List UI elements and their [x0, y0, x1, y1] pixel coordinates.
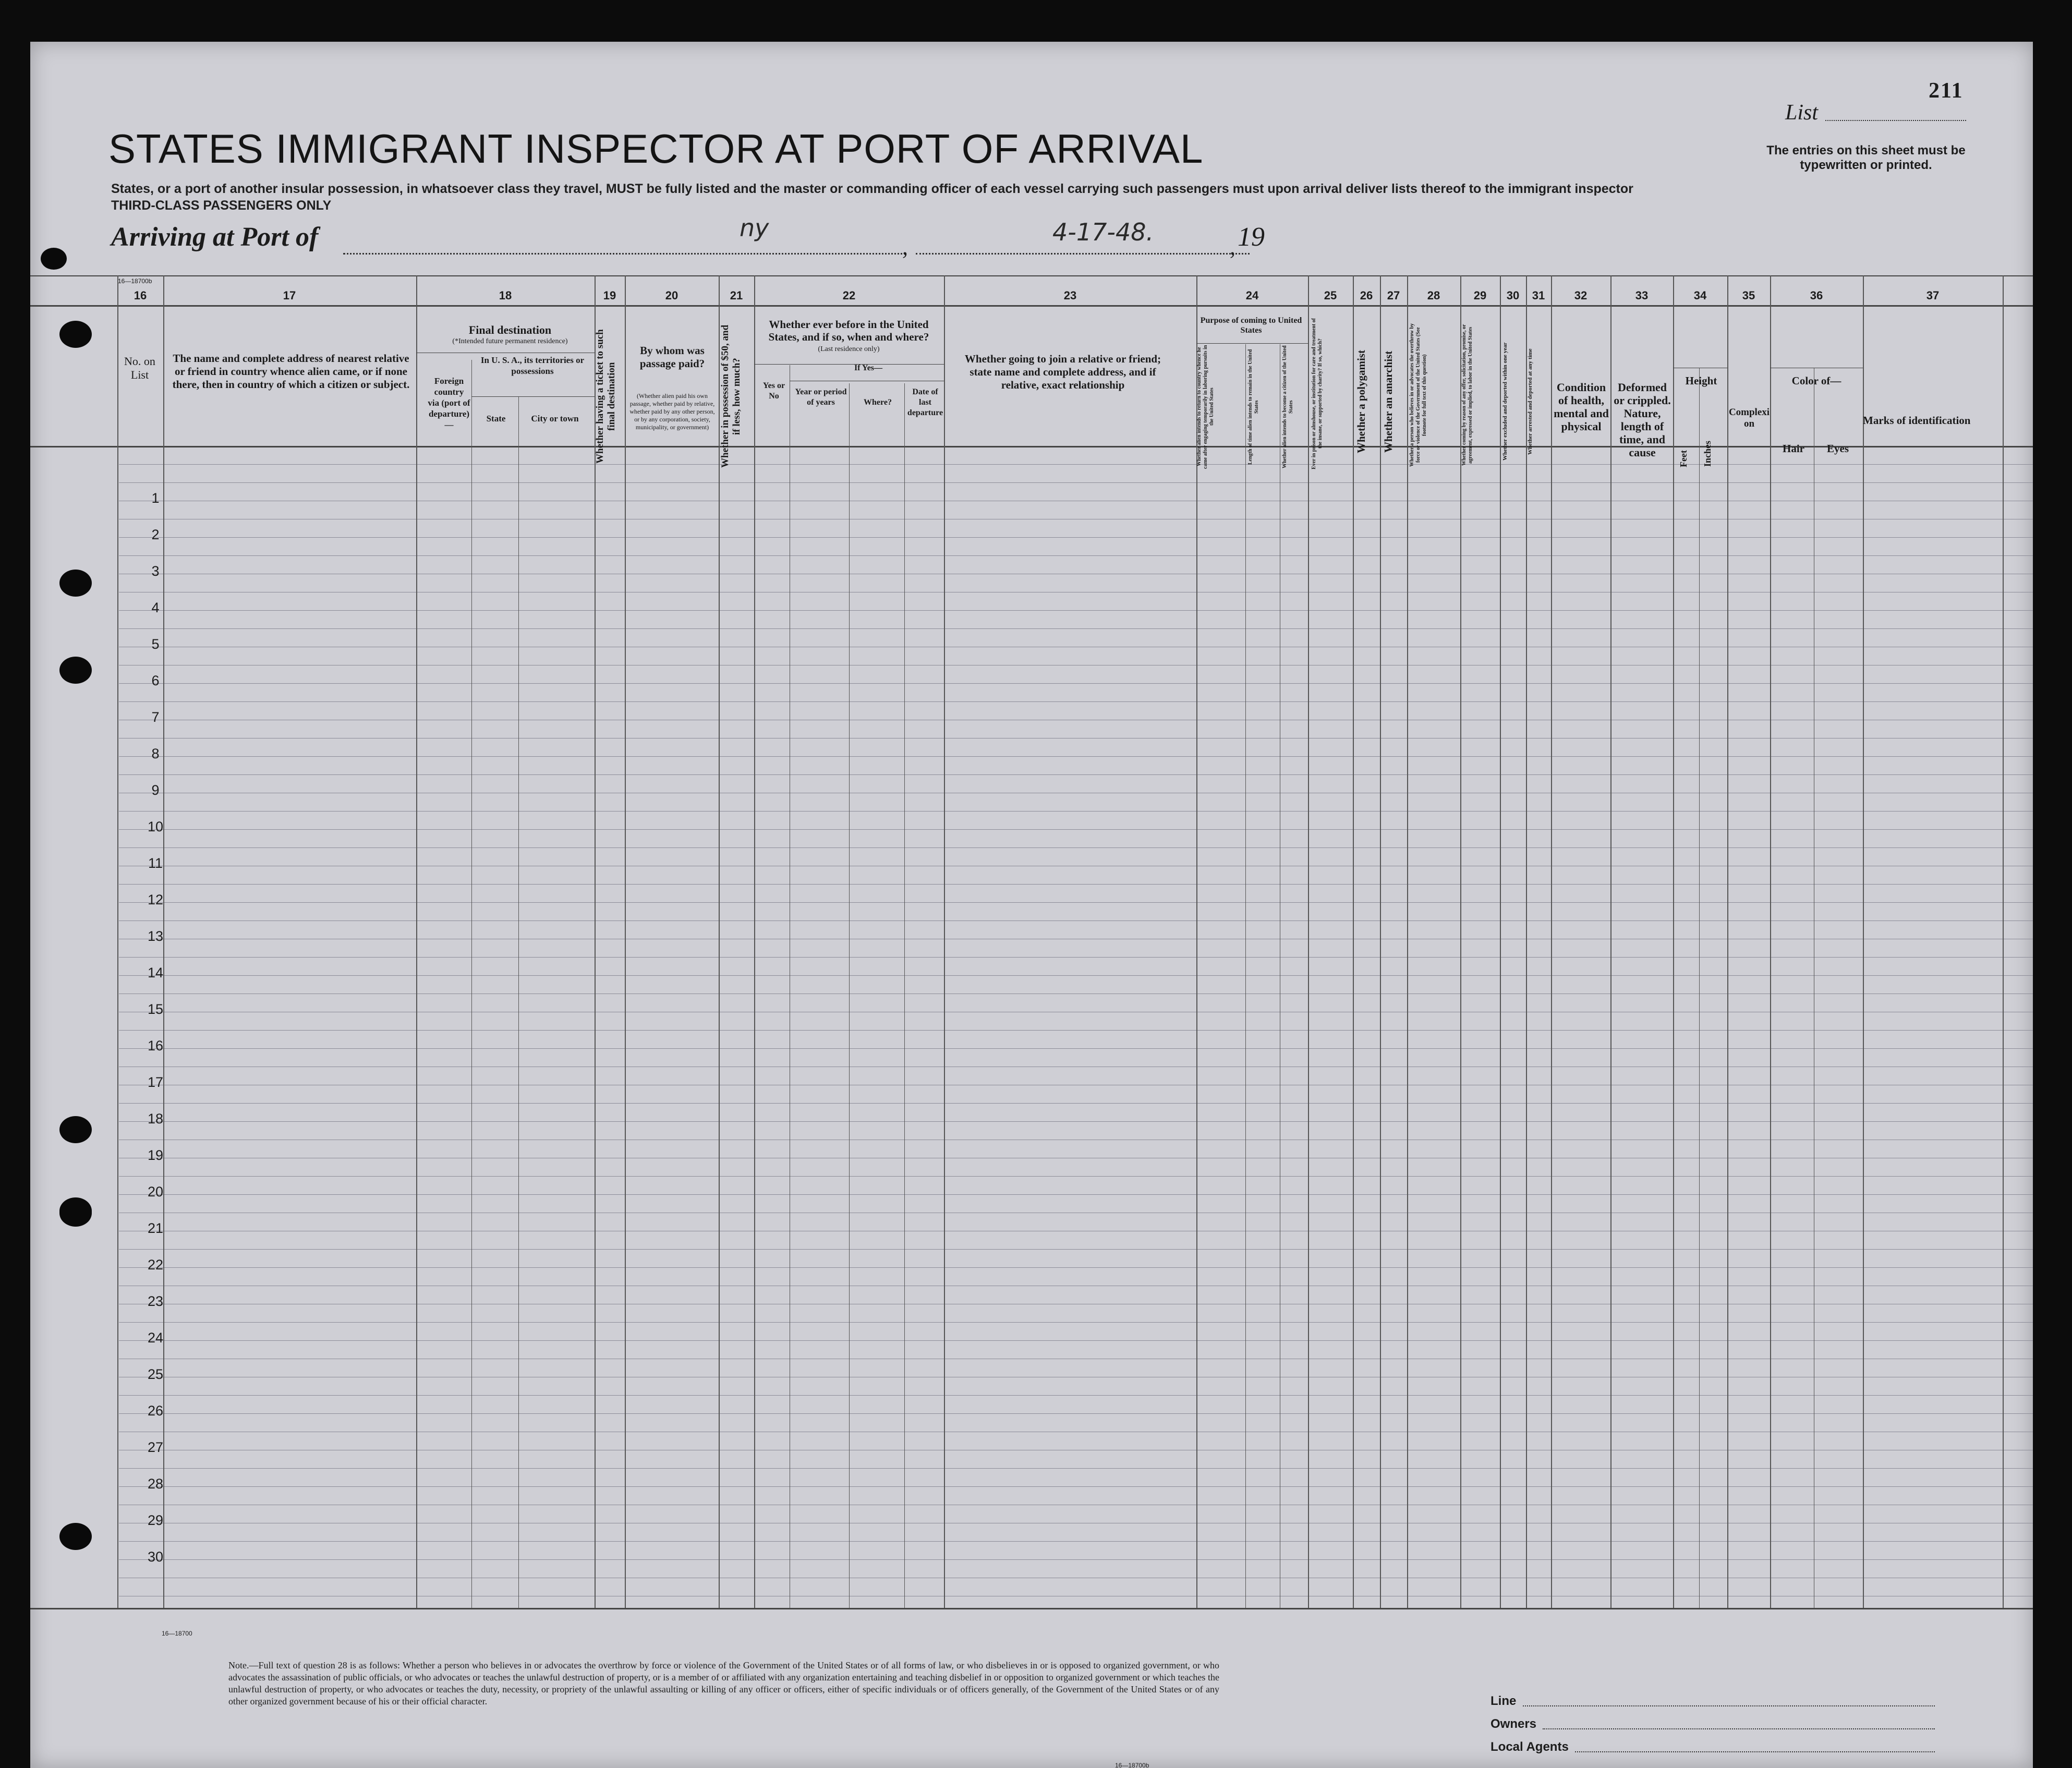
column-number: 20: [665, 289, 678, 302]
column-rule: [2003, 275, 2004, 1608]
table-rule-header: [30, 305, 2033, 307]
header-anarchist: Whether an anarchist: [1382, 350, 1395, 453]
row-rule: [119, 1103, 2033, 1104]
row-rule: [119, 1322, 2033, 1323]
row-rule: [119, 1267, 2033, 1268]
header-state: State: [486, 414, 506, 423]
column-number: 18: [499, 289, 512, 302]
row-rule: [119, 1559, 2033, 1560]
date-handwritten[interactable]: 4-17-48.: [1052, 218, 1154, 246]
header-polygamist: Whether a polygamist: [1355, 350, 1367, 453]
row-number: 23: [147, 1293, 164, 1309]
port-handwritten[interactable]: ny: [740, 214, 769, 242]
column-number: 35: [1742, 289, 1755, 302]
header-year-or-period: Year or period of years: [795, 387, 847, 407]
header-purpose-citizen: Whether alien intends to become a citizen of the United States: [1282, 345, 1294, 468]
column-number: 23: [1063, 289, 1077, 302]
form-number-bottom: 16—18700b: [1115, 1762, 1149, 1768]
punch-hole: [41, 248, 67, 270]
year-prefix: 19: [1238, 222, 1265, 252]
header-yes-or-no: Yes or No: [762, 381, 785, 401]
header-ever-before: Whether ever before in the United States, and if so, when and where?: [768, 318, 929, 343]
punch-hole: [59, 1200, 92, 1227]
column-rule: [1407, 275, 1408, 1608]
row-number: 3: [151, 563, 160, 579]
punch-hole: [59, 657, 92, 684]
local-agents-field[interactable]: [1575, 1751, 1935, 1752]
column-rule: [1673, 275, 1674, 1608]
row-rule: [119, 464, 2033, 465]
row-number: 9: [151, 782, 160, 798]
row-rule: [119, 957, 2033, 958]
column-number: 16: [134, 289, 147, 302]
row-number: 7: [151, 709, 160, 725]
header-foreign-country: Foreign country via (port of departure)—: [428, 376, 470, 430]
owners-label: Owners: [1491, 1717, 1537, 1731]
sub-column-rule: [518, 396, 519, 1608]
row-rule: [119, 847, 2033, 848]
header-final-destination: Final destination: [468, 323, 552, 336]
row-rule: [119, 774, 2033, 775]
header-sub-rule: [471, 396, 595, 397]
column-number: 26: [1360, 289, 1373, 302]
row-number: 24: [147, 1330, 164, 1346]
column-rule: [1770, 275, 1771, 1608]
header-condition-health: Condition of health, mental and physical: [1554, 381, 1609, 433]
header-in-usa: In U. S. A., its territories or possessions: [480, 355, 585, 376]
owners-field[interactable]: [1543, 1728, 1935, 1729]
column-number: 29: [1473, 289, 1487, 302]
row-rule: [119, 1340, 2033, 1341]
arriving-label: Arriving at Port of: [111, 222, 319, 252]
header-height: Height: [1685, 374, 1717, 387]
row-number: 18: [147, 1111, 164, 1127]
column-rule: [1727, 275, 1728, 1608]
row-rule: [119, 482, 2033, 483]
row-number: 5: [151, 636, 160, 652]
subtitle-class: THIRD-CLASS PASSENGERS ONLY: [111, 198, 332, 213]
column-number: 33: [1635, 289, 1649, 302]
header-inches: Inches: [1702, 441, 1713, 467]
sub-column-rule: [1245, 344, 1246, 1608]
row-number: 21: [147, 1220, 164, 1236]
row-number: 29: [147, 1512, 164, 1528]
punch-hole: [59, 570, 92, 597]
header-city-or-town: City or town: [531, 414, 579, 423]
row-number: 2: [151, 527, 160, 542]
column-rule: [1308, 275, 1309, 1608]
header-final-destination-note: (*Intended future permanent residence): [452, 337, 568, 345]
header-q28: Whether a person who believes in or advocates the overthrow by force or violence of the Government of the United States (See footnote for full text of this question): [1409, 323, 1427, 467]
column-number: 27: [1387, 289, 1400, 302]
column-number: 19: [603, 289, 616, 302]
header-marks: Marks of identification: [1863, 414, 1971, 427]
header-sub-rule: [1196, 343, 1308, 344]
column-number: 24: [1245, 289, 1259, 302]
line-label: Line: [1491, 1694, 1517, 1708]
column-number: 22: [842, 289, 856, 302]
entries-note: The entries on this sheet must be typewritten or printed.: [1766, 143, 1966, 172]
row-rule: [119, 1468, 2033, 1469]
row-number: 15: [147, 1001, 164, 1017]
row-number: 12: [147, 892, 164, 907]
column-number: 31: [1532, 289, 1545, 302]
header-eyes: Eyes: [1827, 442, 1849, 455]
row-rule: [119, 1048, 2033, 1049]
column-number: 25: [1324, 289, 1337, 302]
column-rule: [719, 275, 720, 1608]
punch-hole: [59, 1523, 92, 1550]
column-number: 37: [1926, 289, 1940, 302]
column-number: 28: [1427, 289, 1440, 302]
manifest-sheet: 211 List STATES IMMIGRANT INSPECTOR AT PORT OF ARRIVAL The entries on this sheet must be typewritten or printed. States, or a port of another insular possession, in whatsoever class they travel, MUST be fully listed and the master or commanding officer of each vessel carrying such passengers must upon arrival deliver lists thereof to the immigrant inspector THIRD-CLASS PASSENGERS ONLY Arriving at Port of ny , 4-17-48. , 19 16—18700b 16 17 18 19 20 21 22 23 24 25 26 27 28 29 30 31 32 33 34 35 36 37 No. on List The name and complete address of nearest relative or friend in country whence alien came, or if none there, then in country of which a citizen or subject. Final destination (*Intended future permanent residence) Foreign country via (port of departure)— In U. S. A., its territories or possessions State City or town Whether having a ticket to such final destination By whom was passage paid? (Whether alien paid his own passage, whether paid by relative, whether paid by any other person, or by any corporation, society, municipality, or government) Whether in possession of $50, and if less, how much? Whether ever before in the United States, and if so, when and where? (Last residence only) Yes or No If Yes— Year or period of years Where? Date of last departure Whether going to join a relative or friend; state name and complete address, and if relative, exact relationship Purpose of coming to United States Whether alien intends to return to country whence he came after engaging temporarily in laboring pursuits in the United States Length of time alien intends to remain in the United States Whether alien intends to become a citizen of the United States Ever in prison or almshouse, or institution for care and treatment of the insane, or supported by charity? If so, which? Whether a polygamist Whether an anarchist Whether a person who believes in or advocates the overthrow by force or violence of the Government of the United States (See footnote for full text of this question) Whether coming by reason of any offer, solicitation, promise, or agreement, expressed or implied, to labor in the United States Whether excluded and deported within one year Whether arrested and deported at any time Condition of health, mental and physical Deformed or crippled. Nature, length of time, and cause Height Feet Inches Complexion Color of— Hair Eyes Marks of identification 1 2 3 4 5 6 7 8 9 10 11 12 13 14 15 16 17 18 19 20 21 22 23 24 25 26 27 28 29 30 16—18700 Note.—Full text of question 28 is as follows: Whether a person who believes in or advocates the overthrow by force or violence of the Government of the United States or of all forms of law, or who disbelieves in or is opposed to organized government, or who advocates the assassination of public officials, or who advocates or teaches the unlawful destruction of property, or is a member of or affiliated with any organization entertaining and teaching disbelief in or opposition to organized government or which teaches the unlawful destruction of property, or who advocates or teaches the duty, necessity, or propriety of the unlawful assaulting or killing of any officer or officers, either of specific individuals or of officers generally, of the Government of the United States or of any other organized government because of his or their official character. 16—18700b Line Owners Local Agents: [30, 42, 2033, 1768]
header-join-relative: Whether going to join a relative or friend; state name and complete address, and if relative, exact relationship: [964, 353, 1161, 391]
row-rule: [119, 829, 2033, 830]
header-prison: Ever in prison or almshouse, or institution for care and treatment of the insane, or supported by charity? If so, which?: [1311, 318, 1323, 469]
header-complexion: Complexion: [1728, 407, 1770, 429]
sub-column-rule: [849, 383, 850, 1608]
row-rule: [119, 1030, 2033, 1031]
header-by-whom-paid-note: (Whether alien paid his own passage, whether paid by relative, whether paid by any other person, or by any corporation, society, municipality, or government): [629, 392, 715, 431]
column-rule: [1460, 275, 1461, 1608]
header-purpose: Purpose of coming to United States: [1200, 316, 1302, 335]
row-rule: [119, 1176, 2033, 1177]
column-rule: [1610, 275, 1611, 1608]
row-number: 13: [147, 928, 164, 944]
header-if-yes: If Yes—: [854, 364, 883, 372]
header-q30: Whether excluded and deported within one year: [1502, 342, 1508, 461]
row-number: 16: [147, 1038, 164, 1053]
row-rule: [119, 1194, 2033, 1195]
column-rule: [1380, 275, 1381, 1608]
row-number: 14: [147, 965, 164, 980]
column-rule: [754, 275, 755, 1608]
row-number: 19: [147, 1147, 164, 1163]
header-no-on-list: No. on List: [124, 355, 155, 381]
row-number: 6: [151, 673, 160, 688]
form-number-left: 16—18700: [162, 1630, 192, 1637]
form-number-top: 16—18700b: [118, 277, 152, 285]
column-rule: [595, 275, 596, 1608]
row-number: 22: [147, 1257, 164, 1273]
date-field-line: [916, 253, 1250, 255]
row-rule: [119, 537, 2033, 538]
port-field-line: [343, 253, 906, 255]
row-rule: [119, 1413, 2033, 1414]
header-color-of: Color of—: [1791, 374, 1841, 387]
header-nearest-relative: The name and complete address of nearest relative or friend in country whence alien came, or if none there, then in country of which a citizen or subject.: [172, 352, 410, 391]
sheet-number: 211: [1929, 79, 1964, 103]
row-number: 26: [147, 1403, 164, 1419]
row-number: 25: [147, 1366, 164, 1382]
row-rule: [119, 756, 2033, 757]
column-rule: [1863, 275, 1864, 1608]
row-rule: [119, 975, 2033, 976]
column-rule: [1526, 275, 1527, 1608]
list-field[interactable]: [1825, 120, 1966, 121]
header-possession-50: Whether in possession of $50, and if less, how much?: [720, 324, 742, 468]
header-deformed: Deformed or crippled. Nature, length of time, and cause: [1614, 381, 1671, 459]
column-number: 17: [283, 289, 296, 302]
header-q31: Whether arrested and deported at any time: [1527, 348, 1533, 455]
row-rule: [119, 1121, 2033, 1122]
column-number: 32: [1574, 289, 1588, 302]
row-rule: [119, 902, 2033, 903]
row-rule: [119, 1249, 2033, 1250]
row-rule: [119, 811, 2033, 812]
row-rule: [119, 683, 2033, 684]
row-number: 8: [151, 746, 160, 761]
row-number: 1: [151, 490, 160, 506]
column-rule: [117, 275, 118, 1608]
header-by-whom-paid: By whom was passage paid?: [639, 344, 705, 370]
list-label: List: [1785, 101, 1819, 125]
row-number: 10: [147, 819, 164, 834]
line-field[interactable]: [1523, 1705, 1935, 1706]
header-where: Where?: [864, 398, 892, 407]
table-rule-top: [30, 275, 2033, 276]
row-rule: [119, 628, 2033, 629]
row-number: 27: [147, 1439, 164, 1455]
row-number: 28: [147, 1476, 164, 1492]
column-rule: [1196, 275, 1197, 1608]
header-ticket: Whether having a ticket to such final destination: [595, 329, 617, 464]
punch-hole: [59, 321, 92, 348]
header-hair: Hair: [1783, 442, 1804, 455]
column-rule: [1500, 275, 1501, 1608]
row-rule: [119, 1486, 2033, 1487]
column-rule: [944, 275, 945, 1608]
header-feet: Feet: [1678, 450, 1689, 468]
header-purpose-length: Length of time alien intends to remain in the United States: [1247, 349, 1259, 465]
subtitle-instructions: States, or a port of another insular possession, in whatsoever class they travel, MUST be fully listed and the master or commanding officer of each vessel carrying such passengers must upon arrival deliver lists thereof to the immigrant inspector: [111, 181, 1633, 196]
row-rule: [119, 555, 2033, 556]
row-number: 4: [151, 600, 160, 615]
sub-column-rule: [471, 360, 472, 1608]
header-q29: Whether coming by reason of any offer, solicitation, promise, or agreement, expressed or implied, to labor in the United States: [1461, 324, 1473, 466]
row-rule: [119, 701, 2033, 702]
row-number: 20: [147, 1184, 164, 1200]
sub-column-rule: [904, 383, 905, 1608]
column-number: 34: [1693, 289, 1707, 302]
row-number: 17: [147, 1074, 164, 1090]
row-rule: [119, 1395, 2033, 1396]
row-rule: [119, 610, 2033, 611]
row-rule: [119, 1541, 2033, 1542]
footnote-question-28: Note.—Full text of question 28 is as follows: Whether a person who believes in or advocates the overthrow by force or violence of the Government of the United States or of all forms of law, or who disbelieves in or is opposed to organized government, or who advocates the assassination of public officials, or who advocates or teaches the unlawful destruction of property, or is a member of or affiliated with any organization entertaining and teaching disbelief in or opposition to organized government or which teaches the unlawful destruction of property, or who advocates or teaches the duty, necessity, or propriety of the unlawful assaulting or killing of any officer or officers, either of specific individuals or of officers generally, of the Government of the United States or of any other organized government because of his or their official character.: [228, 1660, 1219, 1706]
header-last-residence: (Last residence only): [818, 345, 880, 353]
table-rule-header-bottom: [30, 446, 2033, 447]
punch-hole: [59, 1116, 92, 1143]
column-number: 21: [730, 289, 743, 302]
column-number: 30: [1506, 289, 1520, 302]
row-rule: [119, 884, 2033, 885]
table-rule-bottom: [30, 1608, 2033, 1609]
column-rule: [416, 275, 417, 1608]
row-number: 30: [147, 1549, 164, 1565]
page-title: STATES IMMIGRANT INSPECTOR AT PORT OF ARRIVAL: [108, 126, 1204, 172]
sub-column-rule: [1699, 368, 1700, 1608]
header-date-last-departure: Date of last departure: [907, 387, 943, 417]
row-number: 11: [148, 855, 163, 871]
header-purpose-return: Whether alien intends to return to country whence he came after engaging temporarily in laboring pursuits in the United States: [1196, 345, 1215, 469]
column-rule: [1353, 275, 1354, 1608]
column-rule: [1551, 275, 1552, 1608]
local-agents-label: Local Agents: [1491, 1740, 1569, 1754]
column-number: 36: [1810, 289, 1823, 302]
column-rule: [625, 275, 626, 1608]
